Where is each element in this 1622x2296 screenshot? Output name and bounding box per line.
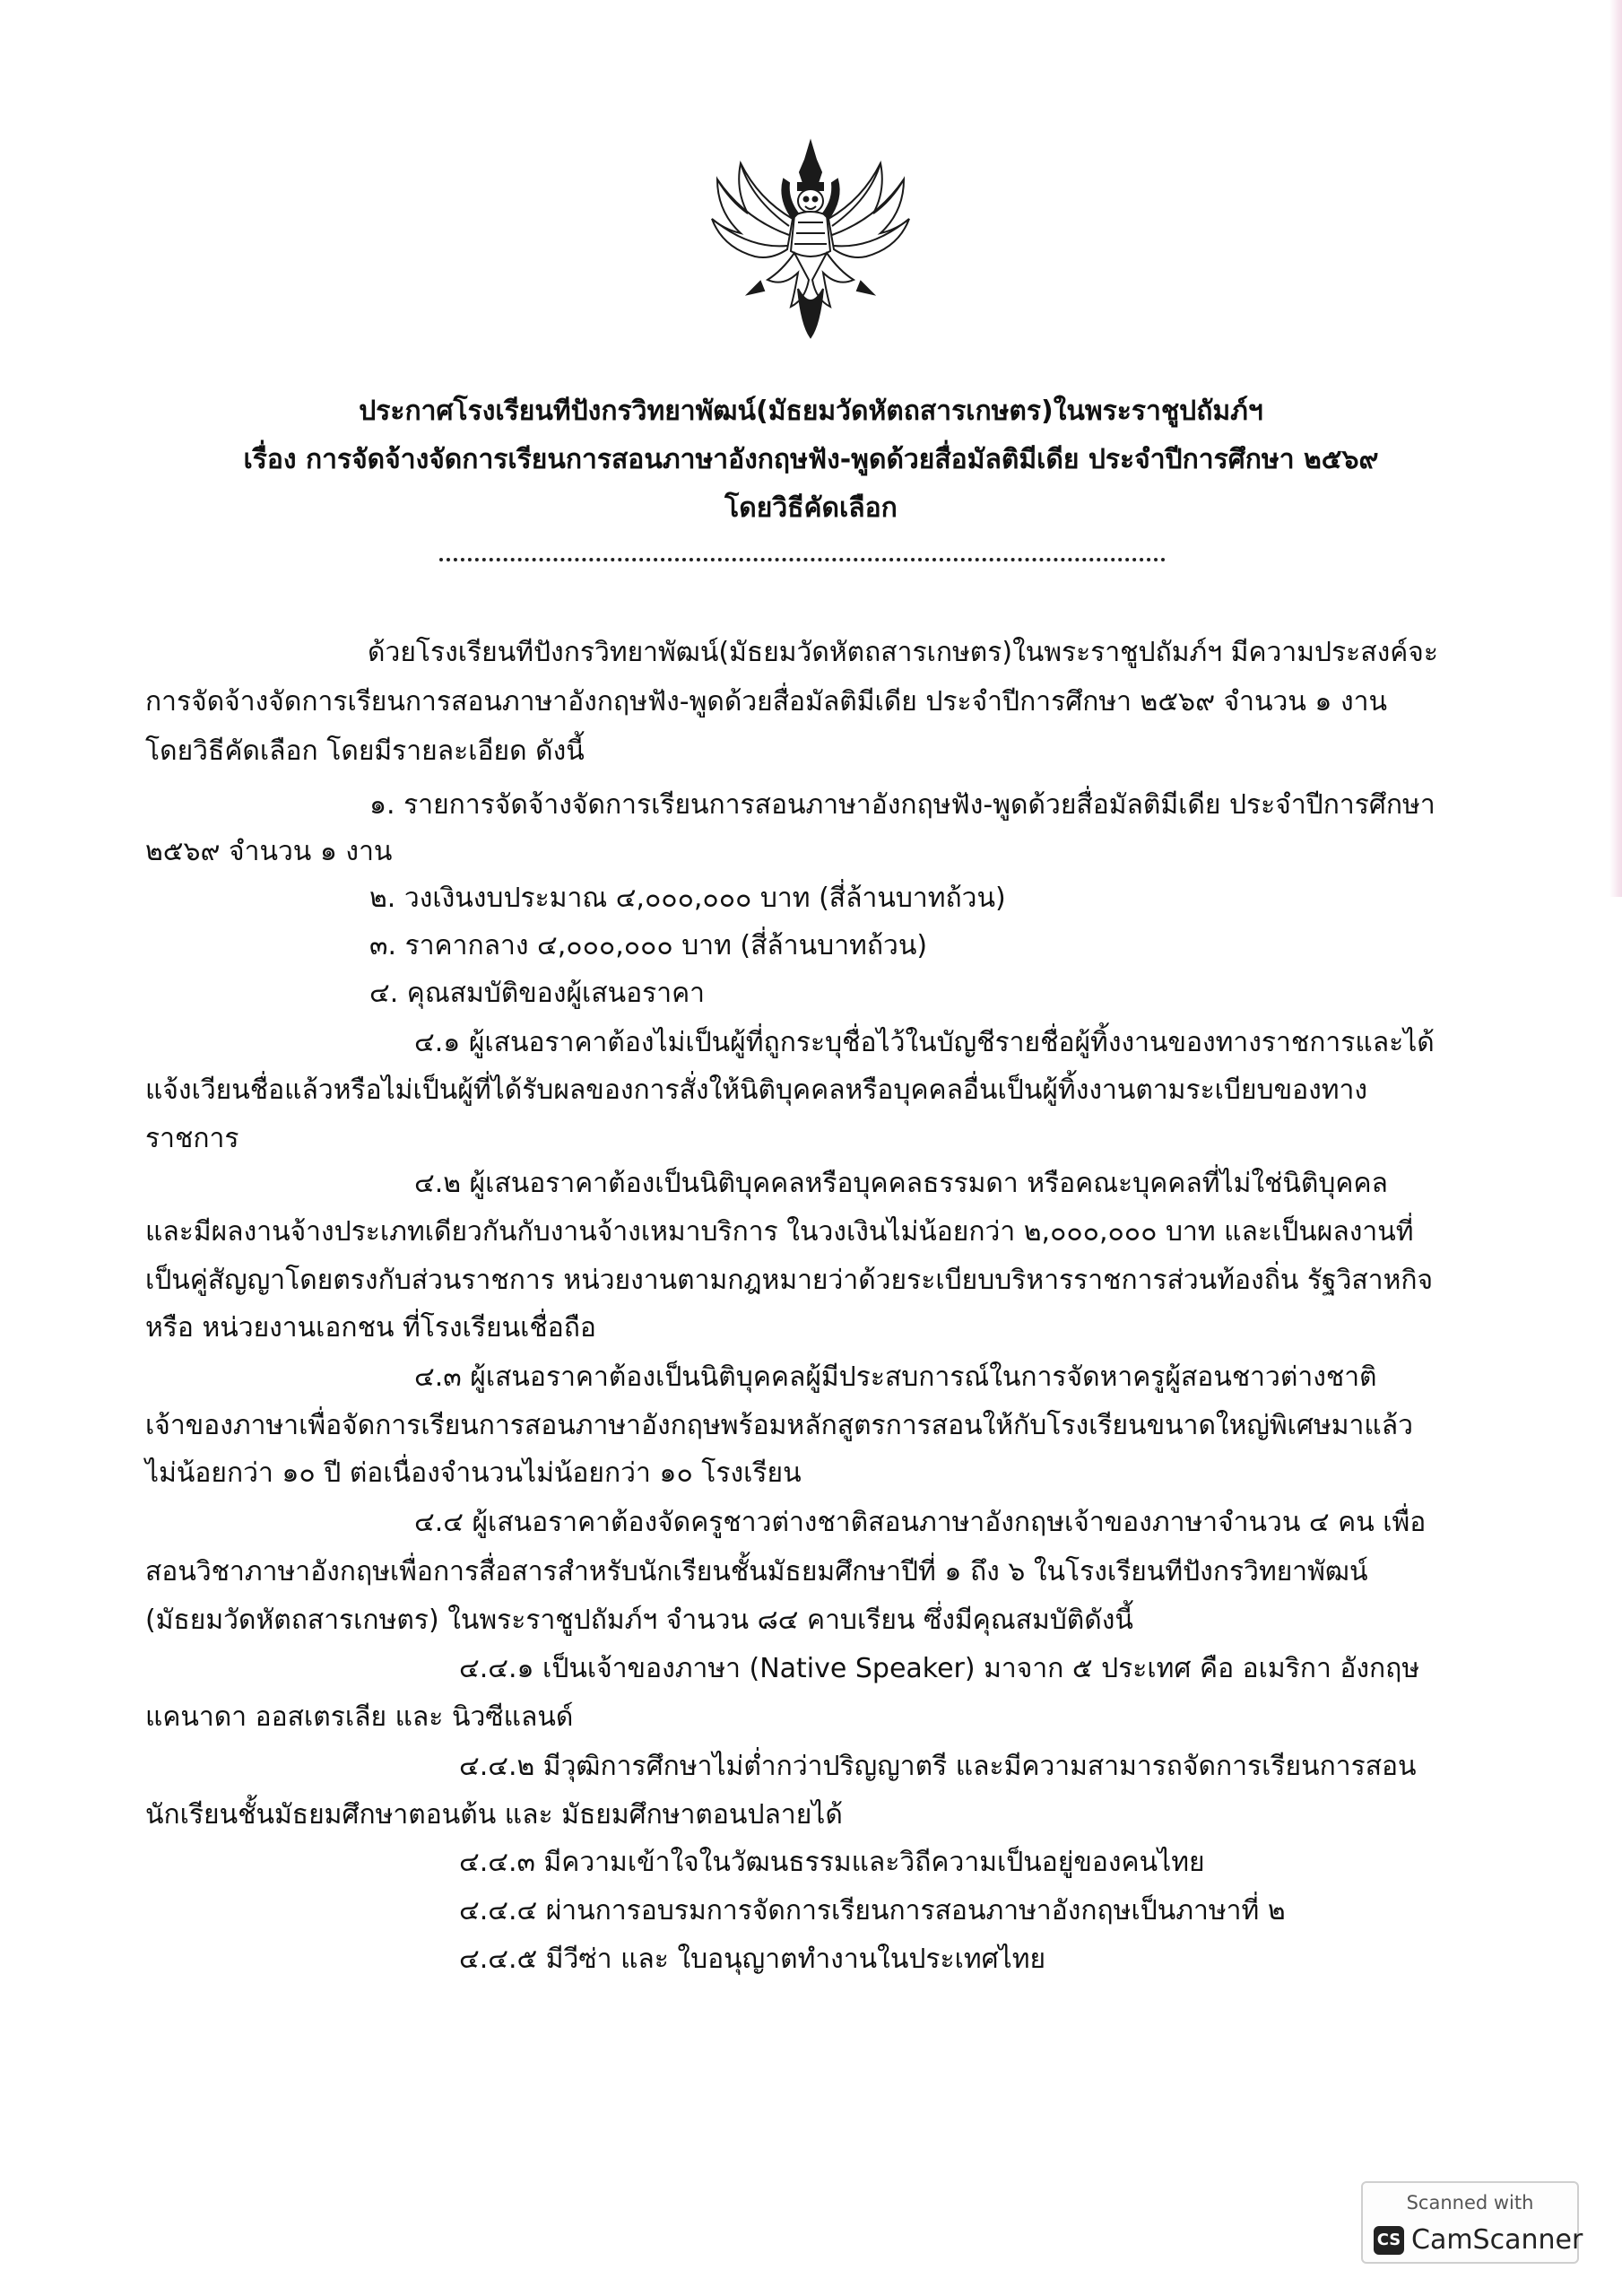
qual-4-3-line-3: ไม่น้อยกว่า ๑๐ ปี ต่อเนื่องจำนวนไม่น้อยกว่า ๑๐ โรงเรียน xyxy=(145,1457,802,1489)
dotted-divider xyxy=(439,558,1166,561)
qual-4-3-line-2: เจ้าของภาษาเพื่อจัดการเรียนการสอนภาษาอังกฤษพร้อมหลักสูตรการสอนให้กับโรงเรียนขนาดใหญ่พิเศษมาแล้ว xyxy=(145,1410,1413,1441)
qual-4-2-line-4: หรือ หน่วยงานเอกชน ที่โรงเรียนเชื่อถือ xyxy=(145,1312,596,1344)
intro-line-3: โดยวิธีคัดเลือก โดยมีรายละเอียด ดังนี้ xyxy=(145,735,585,767)
qual-4-4-4: ๔.๔.๔ ผ่านการอบรมการจัดการเรียนการสอนภาษาอังกฤษเป็นภาษาที่ ๒ xyxy=(459,1895,1286,1926)
qual-4-1-line-2: แจ้งเวียนชื่อแล้วหรือไม่เป็นผู้ที่ได้รับผลของการสั่งให้นิติบุคคลหรือบุคคลอื่นเป็นผู้ทิ้งงานตามระเบียบของทาง xyxy=(145,1074,1368,1106)
qual-4-1-line-3: ราชการ xyxy=(145,1123,239,1154)
intro-line-1: ด้วยโรงเรียนทีปังกรวิทยาพัฒน์(มัธยมวัดหัตถสารเกษตร)ในพระราชูปถัมภ์ฯ มีความประสงค์จะ xyxy=(368,637,1438,668)
heading-line-method: โดยวิธีคัดเลือก xyxy=(724,492,898,524)
qual-4-4-3: ๔.๔.๓ มีความเข้าใจในวัฒนธรรมและวิถีความเป็นอยู่ของคนไทย xyxy=(459,1847,1205,1878)
qual-4-3-line-1: ๔.๓ ผู้เสนอราคาต้องเป็นนิติบุคคลผู้มีประสบการณ์ในการจัดหาครูผู้สอนชาวต่างชาติ xyxy=(414,1361,1377,1393)
qual-4-4-1-line-1: ๔.๔.๑ เป็นเจ้าของภาษา (Native Speaker) มาจาก ๕ ประเทศ คือ อเมริกา อังกฤษ xyxy=(459,1653,1420,1684)
camscanner-logo-icon: CS xyxy=(1374,2226,1404,2255)
qual-4-4-line-3: (มัธยมวัดหัตถสารเกษตร) ในพระราชูปถัมภ์ฯ จำนวน ๘๔ คาบเรียน ซึ่งมีคุณสมบัติดังนี้ xyxy=(145,1605,1133,1636)
item-1-line-2: ๒๕๖๙ จำนวน ๑ งาน xyxy=(145,836,393,867)
garuda-emblem-icon xyxy=(705,136,916,343)
qual-4-4-5: ๔.๔.๕ มีวีซ่า และ ใบอนุญาตทำงานในประเทศไทย xyxy=(459,1944,1046,1975)
qual-4-4-line-1: ๔.๔ ผู้เสนอราคาต้องจัดครูชาวต่างชาติสอนภาษาอังกฤษเจ้าของภาษาจำนวน ๔ คน เพื่อ xyxy=(414,1507,1427,1538)
scanner-caption: Scanned with xyxy=(1406,2192,1534,2213)
qual-4-4-line-2: สอนวิชาภาษาอังกฤษเพื่อการสื่อสารสำหรับนักเรียนชั้นมัธยมศึกษาปีที่ ๑ ถึง ๖ ในโรงเรียนทีปังกรวิทยาพัฒน์ xyxy=(145,1556,1368,1587)
announcement-heading xyxy=(0,387,1622,533)
qual-4-4-2-line-1: ๔.๔.๒ มีวุฒิการศึกษาไม่ต่ำกว่าปริญญาตรี และมีความสามารถจัดการเรียนการสอน xyxy=(459,1751,1417,1782)
qual-4-2-line-2: และมีผลงานจ้างประเภทเดียวกันกับงานจ้างเหมาบริการ ในวงเงินไม่น้อยกว่า ๒,๐๐๐,๐๐๐ บาท และเป็นผลงานที่ xyxy=(145,1216,1414,1248)
item-1-line-1: ๑. รายการจัดจ้างจัดการเรียนการสอนภาษาอังกฤษฟัง-พูดด้วยสื่อมัลติมีเดีย ประจำปีการศึกษา xyxy=(369,789,1436,821)
qual-4-1-line-1: ๔.๑ ผู้เสนอราคาต้องไม่เป็นผู้ที่ถูกระบุชื่อไว้ในบัญชีรายชื่อผู้ทิ้งงานของทางราชการและได้ xyxy=(414,1027,1435,1058)
qual-4-2-line-3: เป็นคู่สัญญาโดยตรงกับส่วนราชการ หน่วยงานตามกฎหมายว่าด้วยระเบียบบริหารราชการส่วนท้องถิ่น รัฐวิสาหกิจ xyxy=(145,1265,1434,1296)
item-4-qualifications: ๔. คุณสมบัติของผู้เสนอราคา xyxy=(369,978,706,1009)
scanner-brand: CamScanner xyxy=(1411,2224,1583,2256)
qual-4-4-2-line-2: นักเรียนชั้นมัธยมศึกษาตอนต้น และ มัธยมศึกษาตอนปลายได้ xyxy=(145,1799,843,1831)
item-3-median-price: ๓. ราคากลาง ๔,๐๐๐,๐๐๐ บาท (สี่ล้านบาทถ้วน) xyxy=(369,930,928,961)
qual-4-4-1-line-2: แคนาดา ออสเตรเลีย และ นิวซีแลนด์ xyxy=(145,1701,574,1733)
camscanner-badge xyxy=(1361,2181,1583,2264)
intro-line-2: การจัดจ้างจัดการเรียนการสอนภาษาอังกฤษฟัง-พูดด้วยสื่อมัลติมีเดีย ประจำปีการศึกษา ๒๕๖๙ จำนวน ๑ งาน xyxy=(145,686,1387,718)
item-2-budget: ๒. วงเงินงบประมาณ ๔,๐๐๐,๐๐๐ บาท (สี่ล้านบาทถ้วน) xyxy=(369,883,1006,914)
heading-line-subject: เรื่อง การจัดจ้างจัดการเรียนการสอนภาษาอังกฤษฟัง-พูดด้วยสื่อมัลติมีเดีย ประจำปีการศึกษา ๒๕๖๙ xyxy=(243,444,1379,475)
qual-4-2-line-1: ๔.๒ ผู้เสนอราคาต้องเป็นนิติบุคคลหรือบุคคลธรรมดา หรือคณะบุคคลที่ไม่ใช่นิติบุคคล xyxy=(414,1168,1388,1199)
heading-line-school: ประกาศโรงเรียนทีปังกรวิทยาพัฒน์(มัธยมวัดหัตถสารเกษตร)ในพระราชูปถัมภ์ฯ xyxy=(359,396,1263,427)
